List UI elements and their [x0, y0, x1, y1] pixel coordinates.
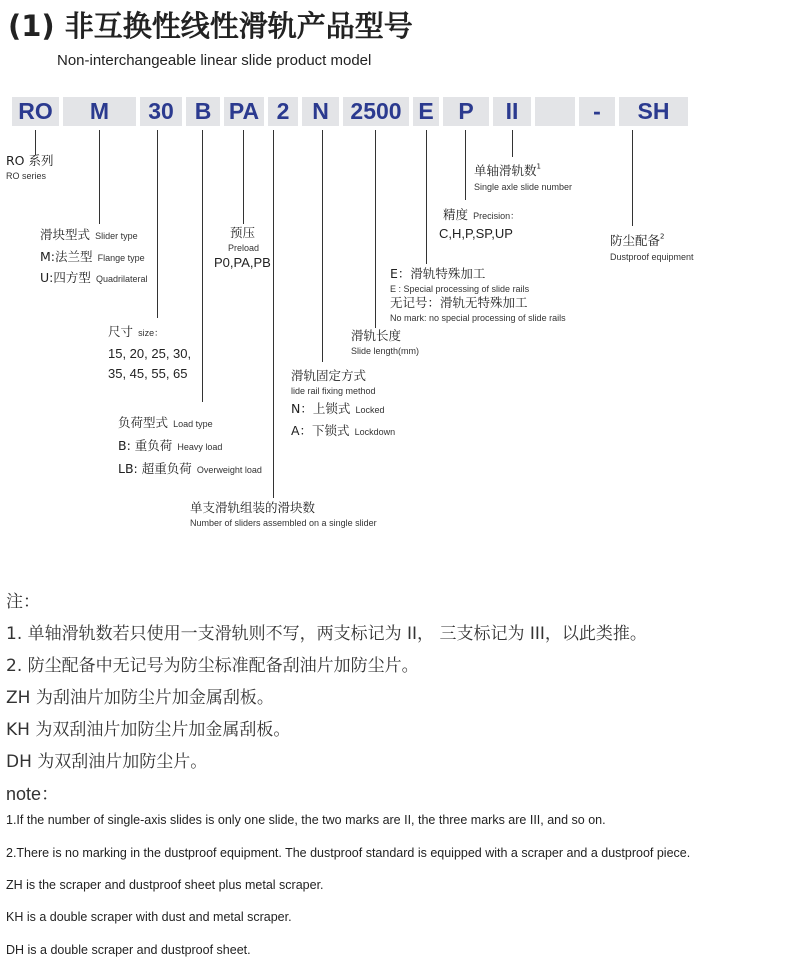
label-length-en: Slide length(mm): [351, 345, 420, 356]
label-precision-values: C,H,P,SP,UP: [439, 226, 513, 242]
notes-en-line-1: 1.If the number of single-axis slides is only one slide, the two marks are II, the three marks are III, and so on.: [6, 813, 606, 827]
label-load-type: [118, 410, 262, 480]
notes-en-line-4: KH is a double scraper with dust and metal scraper.: [6, 910, 292, 924]
label-special: [390, 266, 566, 324]
label-fixing-zh: 滑轨固定方式: [291, 368, 367, 383]
label-preload: [214, 225, 271, 272]
label-fixing-n-zh: N：上锁式: [291, 401, 351, 417]
label-load-en: Load type: [173, 419, 213, 429]
label-slider-count-zh: 单支滑轨组装的滑块数: [190, 500, 316, 515]
label-series-zh: RO 系列: [6, 153, 54, 168]
code-segment-special: E: [413, 97, 439, 126]
label-slider-count: [190, 500, 377, 529]
code-segment-length: 2500: [343, 97, 409, 126]
label-size-en: size：: [138, 328, 164, 338]
label-fixing-a-zh: A：下锁式: [291, 422, 350, 438]
label-load-lb-zh: LB: 超重负荷: [118, 461, 192, 477]
label-axle-en: Single axle slide number: [474, 181, 573, 192]
label-series: [6, 153, 54, 182]
leader-line-load-type: [202, 130, 203, 402]
label-load-lb-en: Overweight load: [196, 465, 262, 476]
code-segment-load-type: B: [186, 97, 220, 126]
leader-line-slider-count: [273, 130, 274, 498]
label-length: [351, 328, 419, 357]
label-slider-m-zh: M:法兰型: [40, 248, 93, 264]
label-size: [108, 318, 191, 385]
label-special-none-zh: 无记号：滑轨无特殊加工: [390, 295, 528, 311]
leader-line-dustproof: [632, 130, 633, 226]
label-slider-zh: 滑块型式: [40, 227, 91, 242]
code-segment-precision: P: [443, 97, 489, 126]
code-segment-dash: -: [579, 97, 615, 126]
label-preload-en: Preload: [228, 242, 260, 253]
notes-zh-line-3: ZH 为刮油片加防尘片加金属刮板。: [6, 688, 274, 708]
label-size-values-2: 35, 45, 55, 65: [108, 366, 188, 382]
label-special-e-zh: E：滑轨特殊加工: [390, 266, 486, 281]
notes-zh-line-2: 2. 防尘配备中无记号为防尘标准配备刮油片加防尘片。: [6, 656, 419, 676]
label-preload-values: P0,PA,PB: [214, 255, 271, 271]
leader-line-precision: [465, 130, 466, 200]
label-size-values-1: 15, 20, 25, 30,: [108, 345, 192, 361]
leader-line-size: [157, 130, 158, 318]
code-segment-dustproof: SH: [619, 97, 688, 126]
label-fixing: [291, 368, 395, 440]
code-segment-size: 30: [140, 97, 182, 126]
label-axle-sup: 1: [536, 162, 541, 171]
label-fixing-a-en: Lockdown: [354, 426, 396, 437]
label-precision-en: Precision：: [473, 211, 520, 221]
label-special-none-en: No mark: no special processing of slide rails: [390, 312, 566, 323]
leader-line-length: [375, 130, 376, 328]
model-code-bar: [12, 97, 688, 126]
code-segment-slider-type: M: [63, 97, 136, 126]
code-segment-blank: [535, 97, 575, 126]
leader-line-fixing: [322, 130, 323, 362]
leader-line-preload: [243, 130, 244, 224]
notes-en-heading: note：: [6, 784, 60, 804]
label-load-zh: 负荷型式: [118, 415, 169, 430]
leader-line-slider-type: [99, 130, 100, 224]
label-slider-count-en: Number of sliders assembled on a single slider: [190, 517, 377, 528]
label-load-b-zh: B: 重负荷: [118, 438, 173, 454]
code-segment-axle-count: II: [493, 97, 531, 126]
leader-line-series: [35, 130, 36, 155]
label-length-zh: 滑轨长度: [351, 328, 402, 343]
leader-line-special: [426, 130, 427, 264]
notes-zh-line-5: DH 为双刮油片加防尘片。: [6, 752, 208, 772]
label-axle: [474, 159, 572, 193]
notes-zh-line-1: 1. 单轴滑轨数若只使用一支滑轨则不写，两支标记为 II， 三支标记为 III，以此类推。: [6, 624, 647, 644]
notes-en-line-2: 2.There is no marking in the dustproof equipment. The dustproof standard is equipped with a scraper and a dustproof piece.: [6, 846, 691, 860]
label-slider-type: [40, 223, 148, 288]
label-load-b-en: Heavy load: [177, 442, 223, 453]
label-dust-zh: 防尘配备: [610, 233, 661, 248]
notes-zh-line-4: KH 为双刮油片加防尘片加金属刮板。: [6, 720, 291, 740]
label-dust-en: Dustproof equipment: [610, 251, 694, 262]
label-precision: [439, 202, 520, 244]
code-segment-fixing: N: [302, 97, 339, 126]
label-dust-sup: 2: [660, 232, 665, 241]
label-special-e-en: E : Special processing of slide rails: [390, 283, 530, 294]
label-precision-zh: 精度: [443, 207, 469, 222]
code-segment-preload: PA: [224, 97, 264, 126]
label-dustproof: [610, 229, 694, 263]
label-fixing-en: lide rail fixing method: [291, 385, 376, 396]
leader-line-axle: [512, 130, 513, 157]
label-fixing-n-en: Locked: [355, 405, 385, 416]
code-segment-series: RO: [12, 97, 59, 126]
label-size-zh: 尺寸: [108, 324, 134, 339]
notes-zh-heading: 注：: [6, 592, 40, 612]
label-series-en: RO series: [6, 170, 47, 181]
notes-en-line-5: DH is a double scraper and dustproof sheet.: [6, 943, 251, 957]
label-preload-zh: 预压: [230, 225, 256, 240]
label-slider-en: Slider type: [95, 231, 138, 241]
notes-en-line-3: ZH is the scraper and dustproof sheet plus metal scraper.: [6, 878, 324, 892]
page-subtitle: Non-interchangeable linear slide product model: [57, 52, 372, 69]
label-slider-m-en: Flange type: [97, 252, 145, 263]
label-slider-u-en: Quadrilateral: [95, 274, 148, 285]
page-title: (1) 非互换性线性滑轨产品型号: [8, 9, 413, 43]
label-axle-zh: 单轴滑轨数: [474, 163, 537, 178]
label-slider-u-zh: U:四方型: [40, 270, 91, 286]
code-segment-slider-count: 2: [268, 97, 298, 126]
